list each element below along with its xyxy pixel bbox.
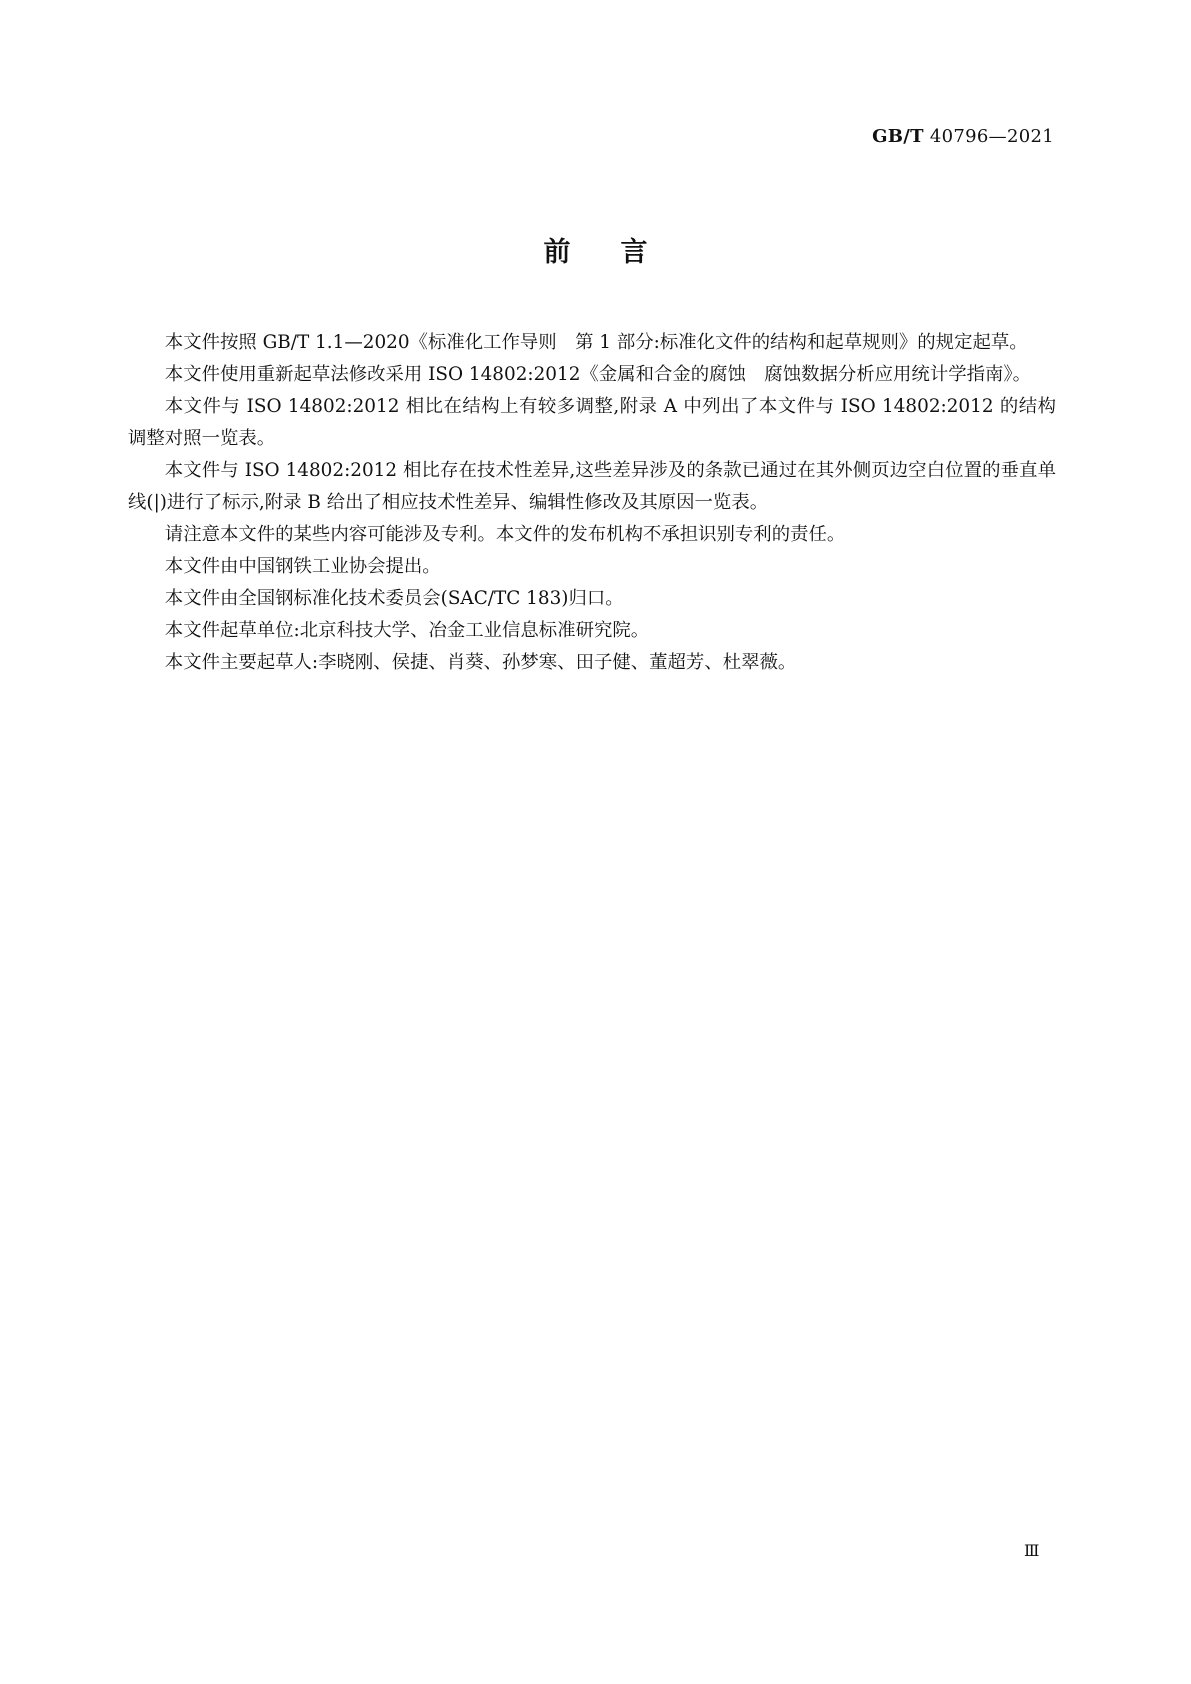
paragraph-adoption: 本文件使用重新起草法修改采用 ISO 14802:2012《金属和合金的腐蚀 腐蚀数据分析应用统计学指南》。 xyxy=(164,364,1031,385)
page-number: Ⅲ xyxy=(1024,1541,1040,1560)
paragraph-patent-notice: 请注意本文件的某些内容可能涉及专利。本文件的发布机构不承担识别专利的责任。 xyxy=(164,524,846,545)
paragraph-responsible-committee: 本文件由全国钢标准化技术委员会(SAC/TC 183)归口。 xyxy=(164,588,624,609)
standard-number: 40796—2021 xyxy=(929,126,1054,147)
paragraph-structure-changes: 本文件与 ISO 14802:2012 相比在结构上有较多调整,附录 A 中列出了本文件与 ISO 14802:2012 的结构调整对照一览表。 xyxy=(128,396,1056,449)
paragraph-technical-differences: 本文件与 ISO 14802:2012 相比存在技术性差异,这些差异涉及的条款已通过在其外侧页边空白位置的垂直单线(|)进行了标示,附录 B 给出了相应技术性差异、编辑性修改及其原因一览表。 xyxy=(128,460,1056,513)
page-title: 前言 xyxy=(543,237,698,268)
paragraph-drafters: 本文件主要起草人:李晓刚、侯捷、肖葵、孙梦寒、田子健、董超芳、杜翠薇。 xyxy=(164,652,797,673)
foreword-body xyxy=(128,327,1056,679)
paragraph-drafting-rules: 本文件按照 GB/T 1.1—2020《标准化工作导则 第 1 部分:标准化文件的结构和起草规则》的规定起草。 xyxy=(164,332,1028,353)
standard-code xyxy=(872,126,1054,147)
paragraph-proposer: 本文件由中国钢铁工业协会提出。 xyxy=(164,556,441,577)
paragraph-drafting-units: 本文件起草单位:北京科技大学、冶金工业信息标准研究院。 xyxy=(164,620,650,641)
standard-prefix: GB/T xyxy=(872,126,924,147)
